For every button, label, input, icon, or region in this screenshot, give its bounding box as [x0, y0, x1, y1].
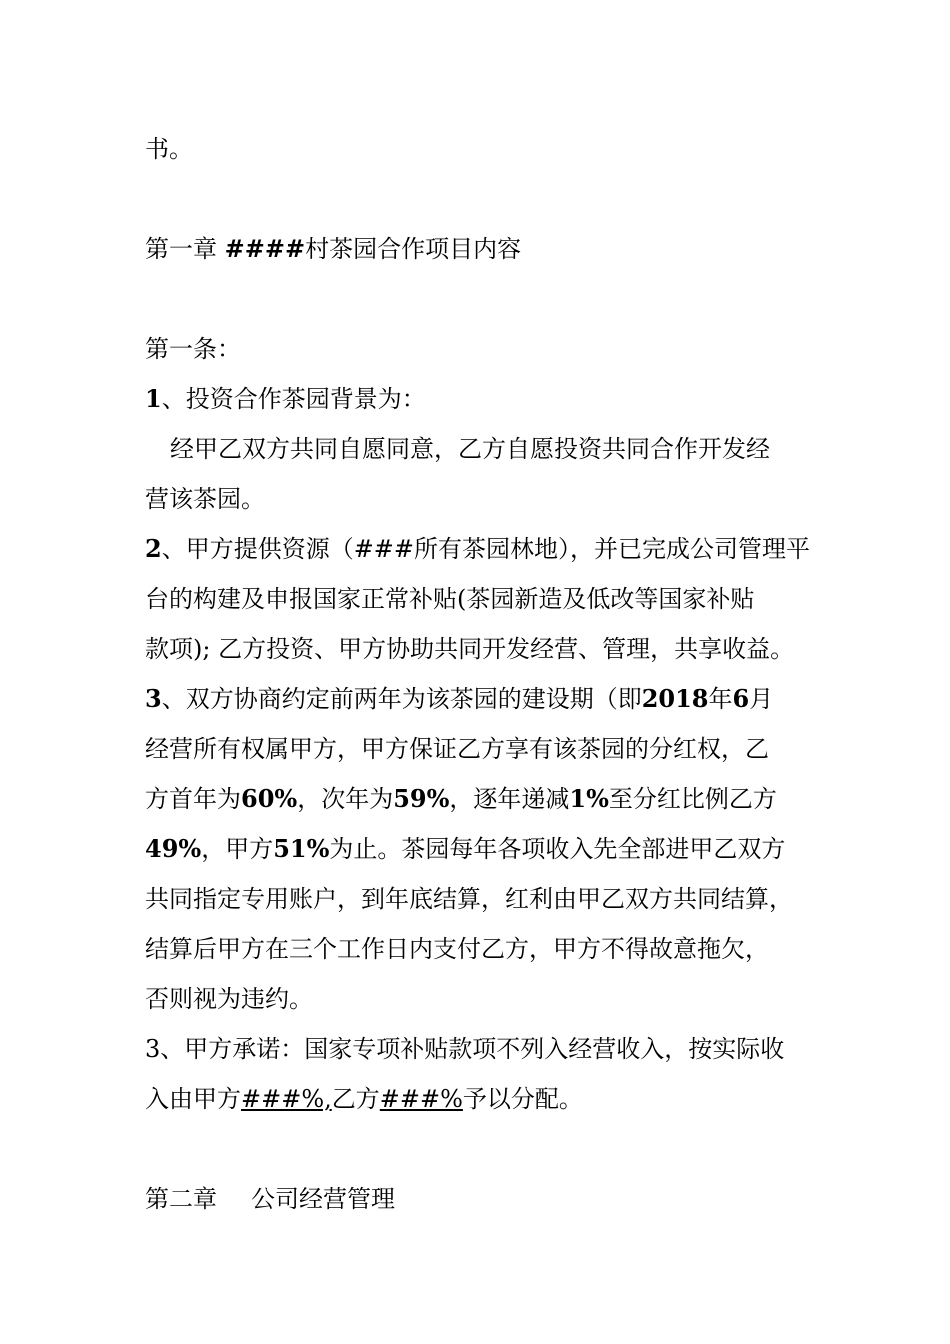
text: 至分红比例乙方 [608, 785, 777, 813]
article-one-heading [145, 334, 241, 364]
text: 第一条： [145, 335, 241, 363]
text: 台的构建及申报国家正常补贴(茶园新造及低改等国家补贴 [145, 585, 755, 613]
clause-1 [145, 384, 426, 414]
text: 予以分配。 [462, 1085, 583, 1113]
percent-value: 49% [145, 834, 202, 863]
text-line [145, 884, 793, 914]
text: 、甲方提供资源（###所有茶园林地），并已完成公司管理平 [161, 535, 811, 563]
text: 书。 [145, 135, 193, 163]
text: 村茶园合作项目内容 [305, 235, 522, 263]
text: 经营所有权属甲方，甲方保证乙方享有该茶园的分红权，乙 [145, 735, 769, 763]
text: 、甲方承诺：国家专项补贴款项不列入经营收入，按实际收 [160, 1035, 785, 1063]
clause-2 [145, 534, 810, 564]
text-line [145, 834, 785, 864]
text: 为止。茶园每年各项收入先全部进甲乙双方 [329, 835, 786, 863]
text: 结算后甲方在三个工作日内支付乙方，甲方不得故意拖欠， [145, 935, 769, 963]
text: 、投资合作茶园背景为： [161, 385, 426, 413]
text-line [145, 584, 754, 614]
text: 公司经营管理 [251, 1185, 395, 1213]
year-value: 2018 [641, 684, 709, 713]
percent-value: 59% [393, 784, 450, 813]
clause-number: 3 [145, 684, 162, 713]
text: ，逐年递减 [449, 785, 570, 813]
party-a-share: ###%, [241, 1085, 332, 1113]
text: 否则视为违约。 [145, 985, 313, 1013]
clause-number: 2 [145, 534, 162, 563]
clause-number: 3 [145, 1035, 161, 1063]
chapter-two-heading [145, 1184, 395, 1214]
month-value: 6 [732, 684, 750, 713]
text: 经甲乙双方共同自愿同意，乙方自愿投资共同合作开发经 [170, 435, 770, 463]
text: 营该茶园。 [145, 485, 265, 513]
clause-3 [145, 684, 773, 714]
text: 方首年为 [145, 785, 241, 813]
text-line [170, 434, 770, 464]
placeholder-mark: #### [224, 234, 306, 263]
text: 、双方协商约定前两年为该茶园的建设期（即 [161, 685, 642, 713]
text-line [145, 984, 313, 1014]
percent-value: 51% [273, 834, 330, 863]
text: 第一章 [145, 235, 225, 263]
text: ，次年为 [297, 785, 394, 813]
text-line [145, 484, 265, 514]
text: ，甲方 [201, 835, 274, 863]
text: 款项); 乙方投资、甲方协助共同开发经营、管理，共享收益。 [145, 635, 795, 663]
text-line [145, 784, 777, 814]
text: 第二章 [145, 1185, 217, 1213]
clause-number: 1 [145, 384, 162, 413]
text: 乙方 [331, 1085, 380, 1113]
clause-3-commitment [145, 1034, 784, 1064]
text-line [145, 1084, 583, 1114]
text-line [145, 134, 193, 164]
text: 共同指定专用账户，到年底结算，红利由甲乙双方共同结算， [145, 885, 793, 913]
text: 月 [749, 685, 774, 713]
text-line [145, 734, 769, 764]
chapter-one-heading [145, 234, 521, 264]
party-b-share: ###% [379, 1085, 463, 1113]
text: 入由甲方 [145, 1085, 241, 1113]
percent-value: 60% [241, 784, 298, 813]
text-line [145, 634, 794, 664]
text-line [145, 934, 769, 964]
percent-value: 1% [569, 784, 609, 813]
text: 年 [708, 685, 733, 713]
